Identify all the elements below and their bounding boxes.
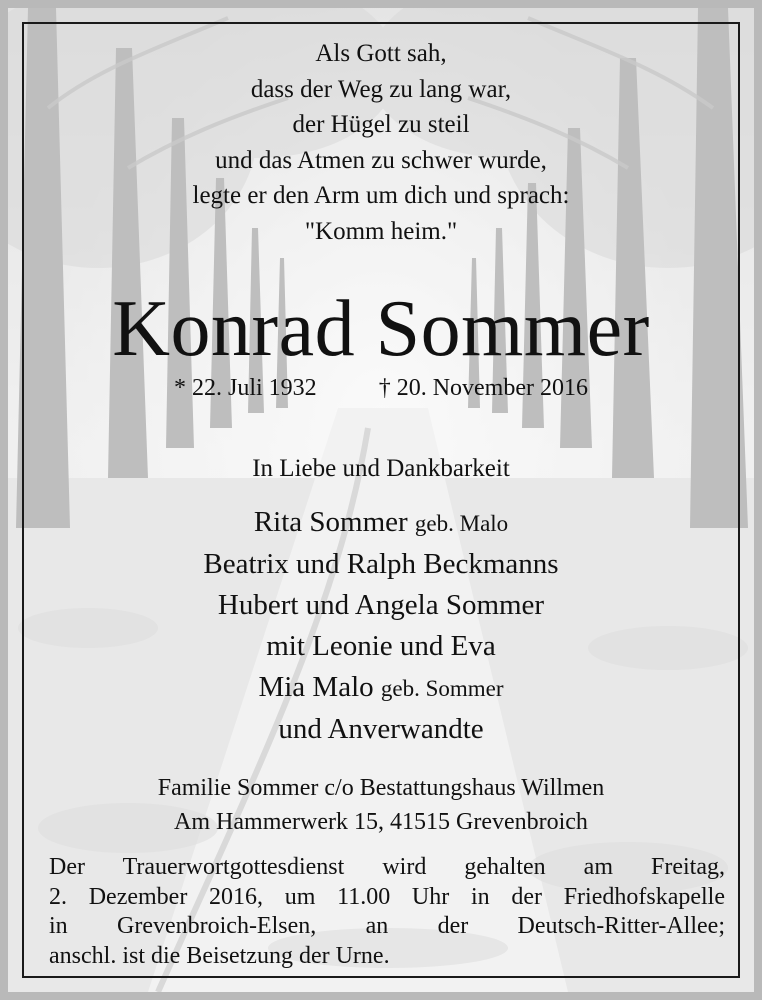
funeral-service-info — [49, 853, 725, 971]
poem-line: Als Gott sah, — [315, 40, 447, 67]
mourner-note: geb. Malo — [414, 511, 509, 536]
poem-line: "Komm heim." — [304, 217, 458, 245]
poem-line: und das Atmen zu schwer wurde, — [215, 146, 547, 174]
address-line: Familie Sommer c/o Bestattungshaus Willmen — [157, 775, 605, 801]
poem-line: der Hügel zu steil — [292, 111, 470, 138]
mourner-name: Mia Malo — [258, 671, 374, 703]
address-line: Am Hammerwerk 15, 41515 Grevenbroich — [174, 809, 588, 835]
mourner-note: geb. Sommer — [380, 676, 504, 701]
birth-date: * 22. Juli 1932 — [174, 375, 317, 401]
poem-line: dass der Weg zu lang war, — [250, 75, 512, 103]
mourner-entry — [8, 667, 754, 709]
mourner-name: mit Leonie und Eva — [266, 630, 496, 662]
service-line: anschl. ist die Beisetzung der Urne. — [49, 942, 390, 969]
mourner-entry — [8, 585, 754, 626]
deceased-name: Konrad Sommer — [112, 285, 650, 373]
mourner-name: Hubert und Angela Sommer — [217, 589, 545, 621]
contact-address — [8, 771, 754, 839]
mourner-entry — [8, 544, 754, 585]
poem-line: legte er den Arm um dich und sprach: — [192, 182, 570, 209]
mourners-list — [8, 502, 754, 750]
mourner-name: und Anverwandte — [278, 713, 484, 745]
mourner-name: Beatrix und Ralph Beckmanns — [203, 548, 559, 580]
poem — [8, 36, 754, 249]
service-line: in Grevenbroich-Elsen, an der Deutsch-Ritter-Allee; — [49, 913, 725, 939]
service-line: 2. Dezember 2016, um 11.00 Uhr in der Friedhofskapelle — [49, 883, 725, 910]
mourner-entry — [8, 502, 754, 544]
mourner-entry — [8, 709, 754, 750]
dedication: In Liebe und Dankbarkeit — [252, 455, 510, 482]
life-dates — [8, 370, 754, 406]
mourner-name: Rita Sommer — [253, 506, 408, 538]
service-line: Der Trauerwortgottesdienst wird gehalten am Freitag, — [49, 854, 725, 880]
notice-content — [8, 8, 754, 992]
mourner-entry — [8, 626, 754, 667]
death-date: † 20. November 2016 — [378, 375, 588, 401]
